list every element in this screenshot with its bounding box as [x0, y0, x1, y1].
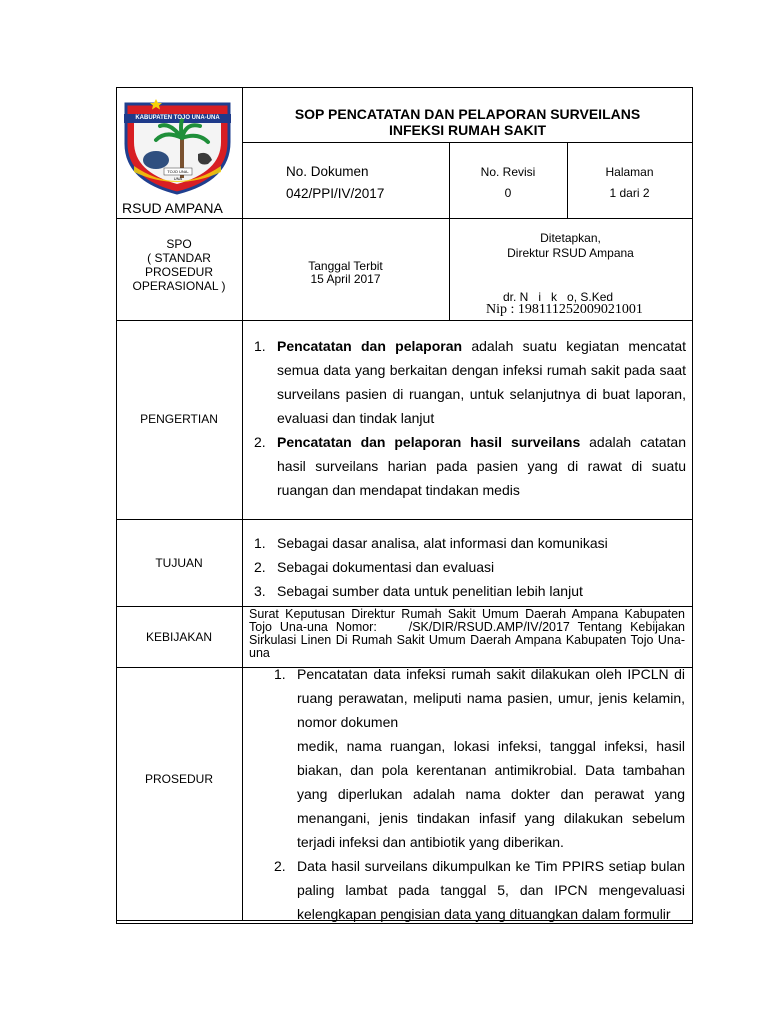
term: Pencatatan dan pelaporan hasil surveilans	[277, 434, 581, 450]
list-number: 1.	[254, 338, 266, 354]
section-label-tujuan: TUJUAN	[155, 556, 203, 570]
spo-line: SPO	[166, 237, 192, 251]
section-label-prosedur: PROSEDUR	[144, 772, 213, 786]
list-number: 1.	[274, 666, 286, 682]
page-value: 1 dari 2	[609, 186, 650, 200]
list-item	[246, 555, 686, 579]
list-number: 2.	[254, 559, 266, 575]
doc-number-value: 042/PPI/IV/2017	[286, 186, 385, 201]
spo-line: PROSEDUR	[144, 265, 213, 279]
page-title	[242, 106, 693, 138]
list-item	[246, 334, 686, 430]
rule-col-revisi	[567, 142, 568, 219]
list-item	[246, 579, 686, 603]
border-top	[116, 87, 693, 88]
definition: adalah catatan hasil surveilans harian pada pasien yang di rawat di suatu ruangan dan mendapat tindakan medis	[277, 434, 686, 498]
issue-date-value: 15 April 2017	[310, 272, 381, 286]
director-title: Direktur RSUD Ampana	[507, 246, 634, 260]
signer-nip: Nip : 198111252009021001	[486, 302, 643, 317]
list-number: 3.	[254, 583, 266, 599]
kebijakan-text: Surat Keputusan Direktur Rumah Sakit Umum Daerah Ampana Kabupaten Tojo Una-una Nomor: /SK/DIR/RSUD.AMP/IV/2017 Tentang Kebijakan Sirkulasi Linen Di Rumah Sakit Umum Daerah Ampana Kabupaten Tojo Una-una	[249, 607, 689, 660]
list-number: 2.	[254, 434, 266, 450]
definition: adalah suatu kegiatan mencatat semua data yang berkaitan dengan infeksi rumah sakit pada saat surveilans pasien di ruangan, untuk selanjutnya di buat laporan, evaluasi dan tindak lanjut	[277, 338, 686, 426]
revision-value: 0	[504, 186, 512, 200]
spo-line: OPERASIONAL )	[132, 279, 226, 293]
rule-spo-bottom	[116, 320, 693, 321]
revision-label: No. Revisi	[480, 165, 536, 179]
objective: Sebagai sumber data untuk penelitian lebih lanjut	[277, 583, 583, 599]
objective: Sebagai dasar analisa, alat informasi dan komunikasi	[277, 535, 608, 551]
objective: Sebagai dokumentasi dan evaluasi	[277, 559, 495, 575]
approval-label: Ditetapkan,	[540, 231, 601, 245]
sop-document	[116, 87, 693, 924]
pengertian-list	[246, 334, 686, 502]
rule-pengertian-bottom	[116, 519, 693, 520]
border-right	[692, 87, 693, 924]
title-line-2: INFEKSI RUMAH SAKIT	[388, 122, 547, 138]
logo-text-top: KABUPATEN TOJO UNA-UNA	[135, 115, 220, 121]
spo-line: ( STANDAR	[147, 251, 211, 265]
rule-title-bottom	[242, 142, 693, 143]
list-item	[266, 662, 685, 734]
list-item	[246, 430, 686, 502]
approval-block	[449, 231, 692, 261]
section-label-pengertian: PENGERTIAN	[140, 412, 218, 426]
procedure-step: Pencatatan data infeksi rumah sakit dilakukan oleh IPCLN di ruang perawatan, meliputi nama pasien, umur, jenis kelamin, nomor dokumen	[297, 666, 685, 730]
issue-date-block	[242, 260, 449, 286]
list-number: 1.	[254, 535, 266, 551]
signer-name: dr. N i k o, S.Ked	[503, 290, 614, 304]
list-number: 2.	[274, 858, 286, 874]
section-label-kebijakan: KEBIJAKAN	[145, 630, 213, 644]
border-left	[116, 87, 117, 924]
tujuan-list	[246, 531, 686, 603]
rule-header-bottom	[116, 218, 693, 219]
prosedur-list	[266, 662, 685, 926]
rule-column	[242, 87, 243, 921]
title-line-1: SOP PENCATATAN DAN PELAPORAN SURVEILANS	[294, 106, 641, 122]
doc-number-label: No. Dokumen	[286, 164, 369, 179]
term: Pencatatan dan pelaporan	[277, 338, 463, 354]
spo-label	[116, 237, 242, 293]
procedure-step-continued: medik, nama ruangan, lokasi infeksi, tanggal infeksi, hasil biakan, dan pola kerentanan antimikrobial. Data tambahan yang diperlukan adalah nama dokter dan perawat yang menangani, jenis tindakan infasif yang dilakukan sebelum terjadi infeksi dan antibiotik yang diberikan.	[297, 738, 685, 850]
hospital-name: RSUD AMPANA	[122, 200, 223, 216]
page-label: Halaman	[605, 165, 654, 179]
logo-text-bottom: TOJO UNA-UNA	[167, 169, 189, 181]
list-item	[266, 854, 685, 926]
logo	[120, 92, 235, 196]
procedure-step: Data hasil surveilans dikumpulkan ke Tim PPIRS setiap bulan paling lambat pada tanggal 5, dan IPCN mengevaluasi kelengkapan pengisian data yang dituangkan dalam formulir	[297, 858, 685, 922]
issue-date-label: Tanggal Terbit	[308, 259, 383, 273]
list-item	[246, 531, 686, 555]
